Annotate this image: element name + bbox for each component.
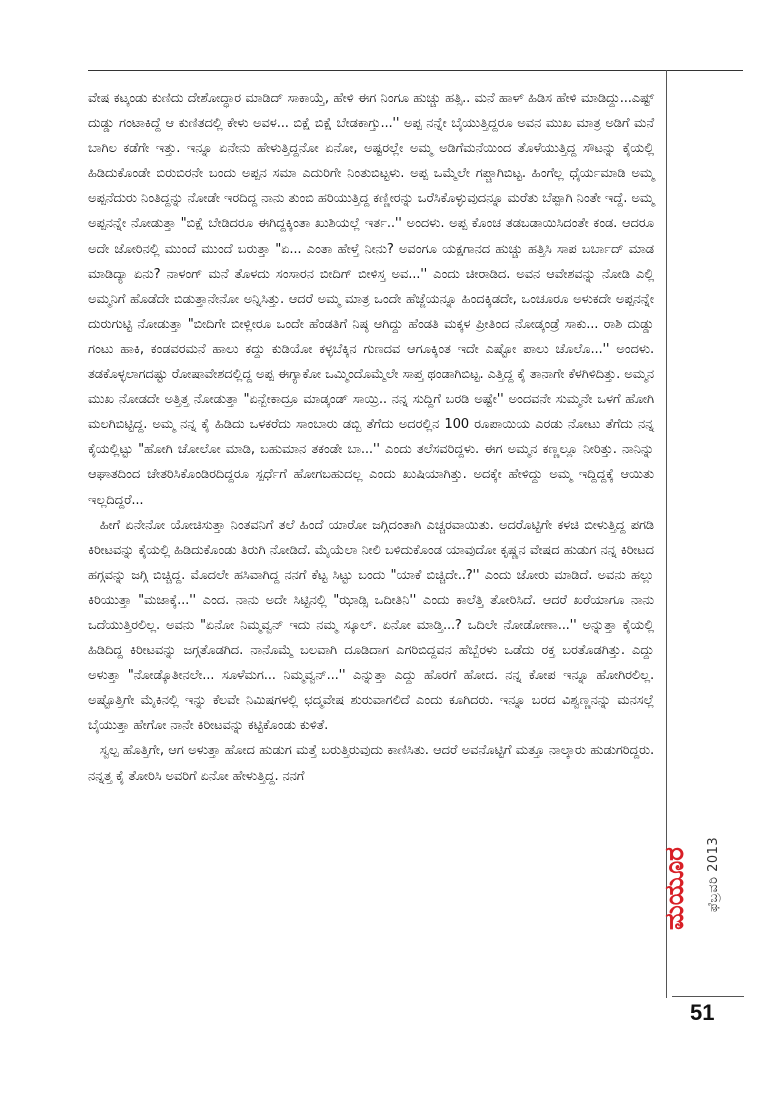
issue-date: ಫೆಬ್ರವರಿ 2013 (706, 836, 721, 912)
page-number: 51 (690, 1000, 715, 1025)
footer-divider (672, 996, 744, 997)
article-body (88, 86, 654, 1006)
article-paragraph-3: ಸ್ವಲ್ಪ ಹೊತ್ತಿಗೇ, ಆಗ ಅಳುತ್ತಾ ಹೋದ ಹುಡುಗ ಮತ್ತೆ ಬರುತ್ತಿರುವುದು ಕಾಣಿಸಿತು. ಆದರೆ ಅವನೊಟ್ಟಿಗೆ ಮತ್ತೂ ನಾಲ್ಕಾರು ಹುಡುಗರಿದ್ದರು. ನನ್ನತ್ತ ಕೈ ತೋರಿಸಿ ಅವರಿಗೆ ಏನೋ ಹೇಳುತ್ತಿದ್ದ. ನನಗೆ (88, 743, 654, 784)
article-paragraph-2: ಹೀಗೆ ಏನೇನೋ ಯೋಚಿಸುತ್ತಾ ನಿಂತವನಿಗೆ ತಲೆ ಹಿಂದೆ ಯಾರೋ ಜಗ್ಗಿದಂತಾಗಿ ಎಚ್ಚರವಾಯಿತು. ಅದರೊಟ್ಟಿಗೇ ಕಳಚಿ ಬೀಳುತ್ತಿದ್ದ ಪಗಡಿ ಕಿರೀಟವನ್ನು ಕೈಯಲ್ಲಿ ಹಿಡಿದುಕೊಂಡು ತಿರುಗಿ ನೋಡಿದೆ. ಮೈಯೆಲಾ ನೀಲಿ ಬಳಿದುಕೊಂಡ ಯಾವುದೋ ಕೃಷ್ಣನ ವೇಷದ ಹುಡುಗ ನನ್ನ ಕಿರೀಟದ ಹಗ್ಗವನ್ನು ಜಗ್ಗಿ ಬಿಚ್ಚಿದ್ದ. ಮೊದಲೇ ಹಸಿವಾಗಿದ್ದ ನನಗೆ ಕೆಟ್ಟ ಸಿಟ್ಟು ಬಂದು "ಯಾಕೆ ಬಿಚ್ಚಿದೇ..?'' ಎಂದು ಜೋರು ಮಾಡಿದೆ. ಅವನು ಹಲ್ಲು ಕಿರಿಯುತ್ತಾ "ಮಜಾಕ್ಕೆ...'' ಎಂದ. ನಾನು ಅದೇ ಸಿಟ್ಟಿನಲ್ಲಿ "ಝಾಡ್ಸಿ ಒದೀತಿನಿ'' ಎಂದು ಕಾಲೆತ್ತಿ ತೋರಿಸಿದೆ. ಆದರೆ ಖರೆಯಾಗೂ ನಾನು ಒದೆಯುತ್ತಿರಲಿಲ್ಲ. ಅವನು "ಏನೋ ನಿಮ್ಮವ್ವನ್ ಇದು ನಮ್ಮ ಸ್ಕೂಲ್. ಏನೋ ಮಾಡ್ತಿ...? ಒದಿಲೇ ನೋಡೋಣಾ...'' ಅನ್ನುತ್ತಾ ಕೈಯಲ್ಲಿ ಹಿಡಿದಿದ್ದ ಕಿರೀಟವನ್ನು ಜಗ್ಗತೊಡಗಿದ. ನಾನೊಮ್ಮೆ ಬಲವಾಗಿ ದೂಡಿದಾಗ ಎಗರಿಬಿದ್ದವನ ಹೆಬ್ಬೆರಳು ಒಡೆದು ರಕ್ತ ಬರತೊಡಗಿತ್ತು. ಎದ್ದು ಅಳುತ್ತಾ "ನೋಡ್ಕೊತೀನಲೇ... ಸೂಳೆಮಗ... ನಿಮ್ಮವ್ವನ್...'' ಎನ್ನುತ್ತಾ ಎದ್ದು ಹೊರಗೆ ಹೋದ. ನನ್ನ ಕೋಪ ಇನ್ನೂ ಹೋಗಿರಲಿಲ್ಲ. ಅಷ್ಟೊತ್ತಿಗೇ ಮೈಕಿನಲ್ಲಿ ಇನ್ನು ಕೆಲವೇ ನಿಮಿಷಗಳಲ್ಲಿ ಛದ್ಮವೇಷ ಶುರುವಾಗಲಿದೆ ಎಂದು ಕೂಗಿದರು. ಇನ್ನೂ ಬರದ ವಿಶ್ವಣ್ಣನನ್ನು ಮನಸಲ್ಲೆ ಬೈಯುತ್ತಾ ಹೇಗೋ ನಾನೇ ಕಿರೀಟವನ್ನು ಕಟ್ಟಿಕೊಂಡು ಕುಳಿತೆ. (88, 517, 654, 734)
article-paragraph-1: ವೇಷ ಕಟ್ಕಂಡು ಕುಣಿದು ದೇಶೋದ್ಧಾರ ಮಾಡಿದ್ ಸಾಕಾಯ್ತೆ, ಹೇಳಿ ಈಗ ನಿಂಗೂ ಹುಚ್ಚು ಹತ್ಸಿ.. ಮನೆ ಹಾಳ್ ಹಿಡಿಸ ಹೇಳಿ ಮಾಡಿದ್ದು...ಎಷ್ಟ್ ದುಡ್ಡು ಗಂಟಾಕಿದ್ದೆ ಆ ಕುಣಿತದಲ್ಲಿ ಕೇಳು ಅವಳ... ಬಿಕ್ಷೆ ಬಿಕ್ಷೆ ಬೇಡಕಾಗ್ತು...'' ಅಪ್ಪ ನನ್ನೇ ಬೈಯುತ್ತಿದ್ದರೂ ಅವನ ಮುಖ ಮಾತ್ರ ಅಡಿಗೆ ಮನೆ ಬಾಗಿಲ ಕಡೆಗೇ ಇತ್ತು. ಇನ್ನೂ ಏನೇನು ಹೇಳುತ್ತಿದ್ದನೋ ಏನೋ, ಅಷ್ಟರಲ್ಲೇ ಅಮ್ಮ ಅಡಿಗೆಮನೆಯಿಂದ ತೊಳೆಯುತ್ತಿದ್ದ ಸೌಟನ್ನು ಕೈಯಲ್ಲಿ ಹಿಡಿದುಕೊಂಡೇ ಬಿರುಬಿರನೇ ಬಂದು ಅಪ್ಪನ ಸಮಾ ಎದುರಿಗೇ ನಿಂತುಬಿಟ್ಟಳು. ಅಪ್ಪ ಒಮ್ಮೆಲೇ ಗಪ್ಚಾಗಿಬಿಟ್ಟ. ಹಿಂಗೆಲ್ಲ ಧೈರ್ಯಮಾಡಿ ಅಮ್ಮ ಅಪ್ಪನೆದುರು ನಿಂತಿದ್ದನ್ನು ನೋಡೇ ಇರದಿದ್ದ ನಾನು ತುಂಬಿ ಹರಿಯುತ್ತಿದ್ದ ಕಣ್ಣೀರನ್ನು ಒರೆಸಿಕೊಳ್ಳುವುದನ್ನೂ ಮರೆತು ಬೆಪ್ಪಾಗಿ ನಿಂತೇ ಇದ್ದೆ. ಅಮ್ಮ ಅಪ್ಪನನ್ನೇ ನೋಡುತ್ತಾ "ಬಿಕ್ಷೆ ಬೇಡಿದರೂ ಈಗಿದ್ದಕ್ಕಿಂತಾ ಖುಶಿಯಲ್ಲೆ ಇರ್ತ..'' ಅಂದಳು. ಅಪ್ಪ ಕೊಂಚ ತಡಬಡಾಯಿಸಿದಂತೇ ಕಂಡ. ಆದರೂ ಅದೇ ಜೋರಿನಲ್ಲಿ ಮುಂದೆ ಮುಂದೆ ಬರುತ್ತಾ "ಏ... ಎಂತಾ ಹೇಳ್ತೆ ನೀನು? ಅವಂಗೂ ಯಕ್ಷಗಾನದ ಹುಚ್ಚು ಹತ್ತಿಸಿ ಸಾಪ ಬರ್ಬಾದ್ ಮಾಡ ಮಾಡಿದ್ಯಾ ಏನು? ನಾಳಂಗ್ ಮನೆ ತೊಳದು ಸಂಸಾರನ ಬೀದಿಗ್ ಬೀಳಿಸ್ತ ಅವ...'' ಎಂದು ಚೀರಾಡಿದ. ಅವನ ಆವೇಶವನ್ನು ನೋಡಿ ಎಲ್ಲಿ ಅಮ್ಮನಿಗೆ ಹೊಡೆದೇ ಬಿಡುತ್ತಾನೇನೋ ಅನ್ನಿಸಿತ್ತು. ಆದರೆ ಅಮ್ಮ ಮಾತ್ರ ಒಂದೇ ಹೆಜ್ಜೆಯನ್ನೂ ಹಿಂದಕ್ಕಿಡದೇ, ಒಂಚೂರೂ ಅಳುಕದೇ ಅಪ್ಪನನ್ನೇ ದುರುಗುಟ್ಟಿ ನೋಡುತ್ತಾ "ಬೀದಿಗೇ ಬೀಳ್ಲೀರೂ ಒಂದೇ ಹೆಂಡತಿಗೆ ನಿಷ್ಠ ಆಗಿದ್ದು ಹೆಂಡತಿ ಮಕ್ಕಳ ಪ್ರೀತಿಂದ ನೋಡ್ಕಂಡ್ರೆ ಸಾಕು... ರಾಶಿ ದುಡ್ಡು ಗಂಟು ಹಾಕಿ, ಕಂಡವರಮನೆ ಹಾಲು ಕದ್ದು ಕುಡಿಯೋ ಕಳ್ಳಬೆಕ್ಕಿನ ಗುಣದವ ಆಗೂಕ್ಕಿಂತ ಇದೇ ಎಷ್ಟೋ ಪಾಲು ಚೊಲೊ...'' ಅಂದಳು. ತಡಕೊಳ್ಳಲಾಗದಷ್ಟು ರೋಷಾವೇಶದಲ್ಲಿದ್ದ ಅಪ್ಪ ಈಗ್ಯಾಕೋ ಒಮ್ಮಿಂದೊಮ್ಮೆಲೇ ಸಾಪ್ತ ಥಂಡಾಗಿಬಿಟ್ಟ. ಎತ್ತಿದ್ದ ಕೈ ತಾನಾಗೇ ಕೆಳಗಿಳಿದಿತ್ತು. ಅಮ್ಮನ ಮುಖ ನೋಡದೇ ಅತ್ತಿತ್ತ ನೋಡುತ್ತಾ "ಏನ್ಬೇಕಾದ್ರೂ ಮಾಡ್ಕಂಡ್ ಸಾಯ್ರಿ.. ನನ್ನ ಸುದ್ದಿಗೆ ಬರಡಿ ಅಷ್ಟೇ'' ಅಂದವನೇ ಸುಮ್ಮನೇ ಒಳಗೆ ಹೋಗಿ ಮಲಗಿಬಿಟ್ಟಿದ್ದ. ಅಮ್ಮ ನನ್ನ ಕೈ ಹಿಡಿದು ಒಳಕರೆದು ಸಾಂಬಾರು ಡಬ್ಬಿ ತೆಗೆದು ಅದರಲ್ಲಿನ 100 ರೂಪಾಯಿಯ ಎರಡು ನೋಟು ತೆಗೆದು ನನ್ನ ಕೈಯಲ್ಲಿಟ್ಟು "ಹೋಗಿ ಚೋಲೋ ಮಾಡಿ, ಬಹುಮಾನ ತಕಂಡೇ ಬಾ...'' ಎಂದು ತಲೆಸವರಿದ್ದಳು. ಈಗ ಅಮ್ಮನ ಕಣ್ಣಲ್ಲೂ ನೀರಿತ್ತು. ನಾನಿನ್ನು ಆಘಾತದಿಂದ ಚೇತರಿಸಿಕೊಂಡಿರದಿದ್ದರೂ ಸ್ಪರ್ಧೆಗೆ ಹೋಗಬಹುದಲ್ಲ ಎಂದು ಖುಷಿಯಾಗಿತ್ತು. ಅದಕ್ಕೇ ಹೇಳಿದ್ದು ಅಮ್ಮ ಇದ್ದಿದ್ದಕ್ಕೆ ಆಯಿತು ಇಲ್ಲದಿದ್ದರೆ... (88, 91, 654, 508)
top-divider (88, 70, 743, 71)
magazine-title: ಮಯೂರ (660, 847, 690, 930)
